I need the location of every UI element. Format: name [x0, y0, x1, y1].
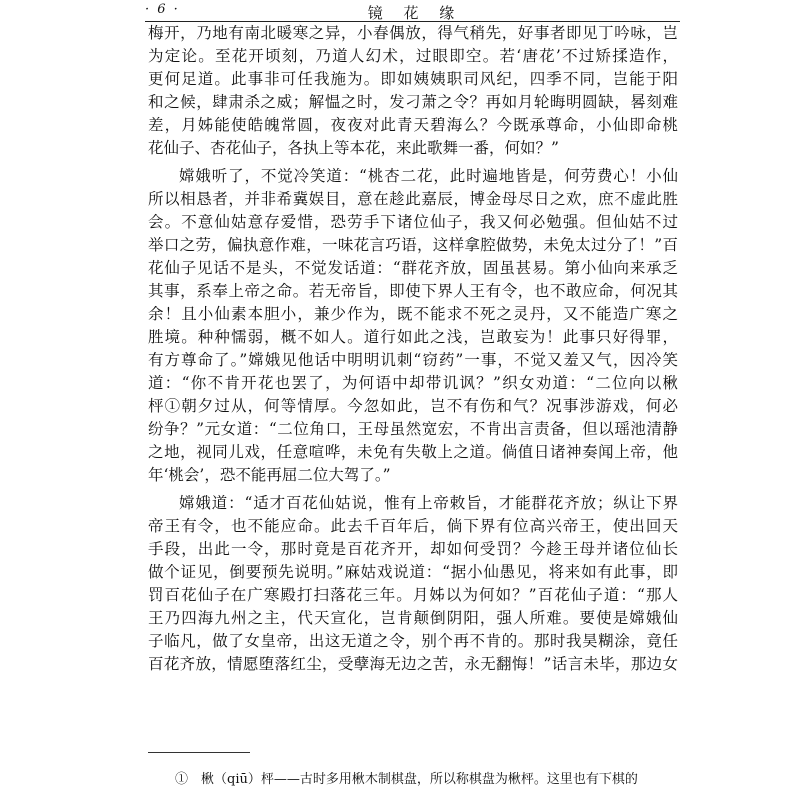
text-line: 花仙子、杏花仙子，各执上等本花，来此歌舞一番，何如？”: [148, 139, 559, 157]
text-line: 道：“你不肯开花也罢了，为何语中却带讥讽？”织女劝道：“二位向以楸: [148, 374, 678, 392]
book-title: 镜 花 缘: [367, 4, 463, 22]
text-line: 举口之劳，偏执意作难，一味花言巧语，这样拿腔做势，未免太过分了！”百: [148, 236, 678, 254]
text-line: 嫦娥道：“适才百花仙姑说，惟有上帝敕旨，才能群花齐放；纵让下界: [179, 494, 678, 512]
text-line: 会。不意仙姑意存爱惜，恐劳手下诸位仙子，我又何必勉强。但仙姑不过: [148, 213, 678, 231]
text-line: 王乃四海九州之主，代天宣化，岂肯颠倒阴阳，强人所难。要使是嫦娥仙: [148, 609, 678, 627]
footnote: ① 楸（qiū）枰——古时多用楸木制棋盘，所以称棋盘为楸枰。这里也有下棋的: [175, 772, 638, 787]
text-line: 更何足道。此事非可任我施为。即如姨姨职司风纪，四季不同，岂能于阳: [148, 70, 678, 88]
text-line: 余！且小仙素本胆小，兼少作为，既不能求不死之灵丹，又不能造广寒之: [148, 305, 678, 323]
text-line: 其事，系奉上帝之命。若无帝旨，即使下界人王有令，也不敢应命，何况其: [148, 282, 678, 300]
text-line: 纷争？”元女道：“二位角口，王母虽然宽宏，不肯出言责备，但以瑶池清静: [148, 420, 678, 438]
text-line: 差，月姊能使皓魄常圆，夜夜对此青天碧海么？今既承尊命，小仙即命桃: [148, 116, 678, 134]
page-header: [145, 2, 680, 22]
text-line: 年‘桃会’，恐不能再屈二位大驾了。”: [148, 466, 391, 484]
text-line: 做个证见，倒要预先说明。”麻姑戏说道：“据小仙愚见，将来如有此事，即: [148, 563, 678, 581]
text-line: 胜境。种种懦弱，概不如人。道行如此之浅，岂敢妄为！此事只好得罪，: [148, 328, 678, 346]
text-line: 为定论。至花开顷刻，乃道人幻术，过眼即空。若‘唐花’不过矫揉造作，: [148, 47, 678, 65]
page-number: · 6 ·: [145, 2, 180, 17]
text-line: 枰①朝夕过从，何等情厚。今忽如此，岂不有伤和气？况事涉游戏，何必: [148, 397, 678, 415]
text-line: 罚百花仙子在广寒殿打扫落花三年。月姊以为何如？”百花仙子道：“那人: [148, 586, 678, 604]
text-line: 有方尊命了。”嫦娥见他话中明明讥刺“窃药”一事，不觉又羞又气，因冷笑: [148, 351, 678, 369]
text-line: 花仙子见话不是头，不觉发话道：“群花齐放，固虽甚易。第小仙向来承乏: [148, 259, 678, 277]
text-line: 帝王有令，也不能应命。此去千百年后，倘下界有位高兴帝王，使出回天: [148, 517, 678, 535]
text-line: 子临凡，做了女皇帝，出这无道之令，别个再不肯的。那时我昊糊涂，竟任: [148, 632, 678, 650]
text-line: 梅开，乃地有南北暖寒之异，小春偶放，得气稍先，好事者即见丁吟咏，岂: [148, 24, 678, 42]
text-line: 嫦娥听了，不觉冷笑道：“桃杏二花，此时遍地皆是，何劳费心！小仙: [179, 167, 678, 185]
footnote-divider: [148, 752, 250, 753]
text-line: 和之候，肆肃杀之威；解愠之时，发刁萧之令？再如月轮晦明圆缺，晷刻难: [148, 93, 678, 111]
body-text: [148, 22, 678, 676]
text-line: 百花齐放，情愿堕落红尘，受孽海无边之苦，永无翻悔！”话言未毕，那边女: [148, 655, 678, 673]
text-line: 之地，视同儿戏，任意喧哗，未免有失敬上之道。倘值日诸神奏闻上帝，他: [148, 443, 678, 461]
text-line: 手段，出此一令，那时竟是百花齐开，却如何受罚？今趁王母并诸位仙长: [148, 540, 678, 558]
text-line: 所以相恳者，并非希冀娱目，意在趁此嘉辰，博金母尽日之欢，庶不虚此胜: [148, 190, 678, 208]
